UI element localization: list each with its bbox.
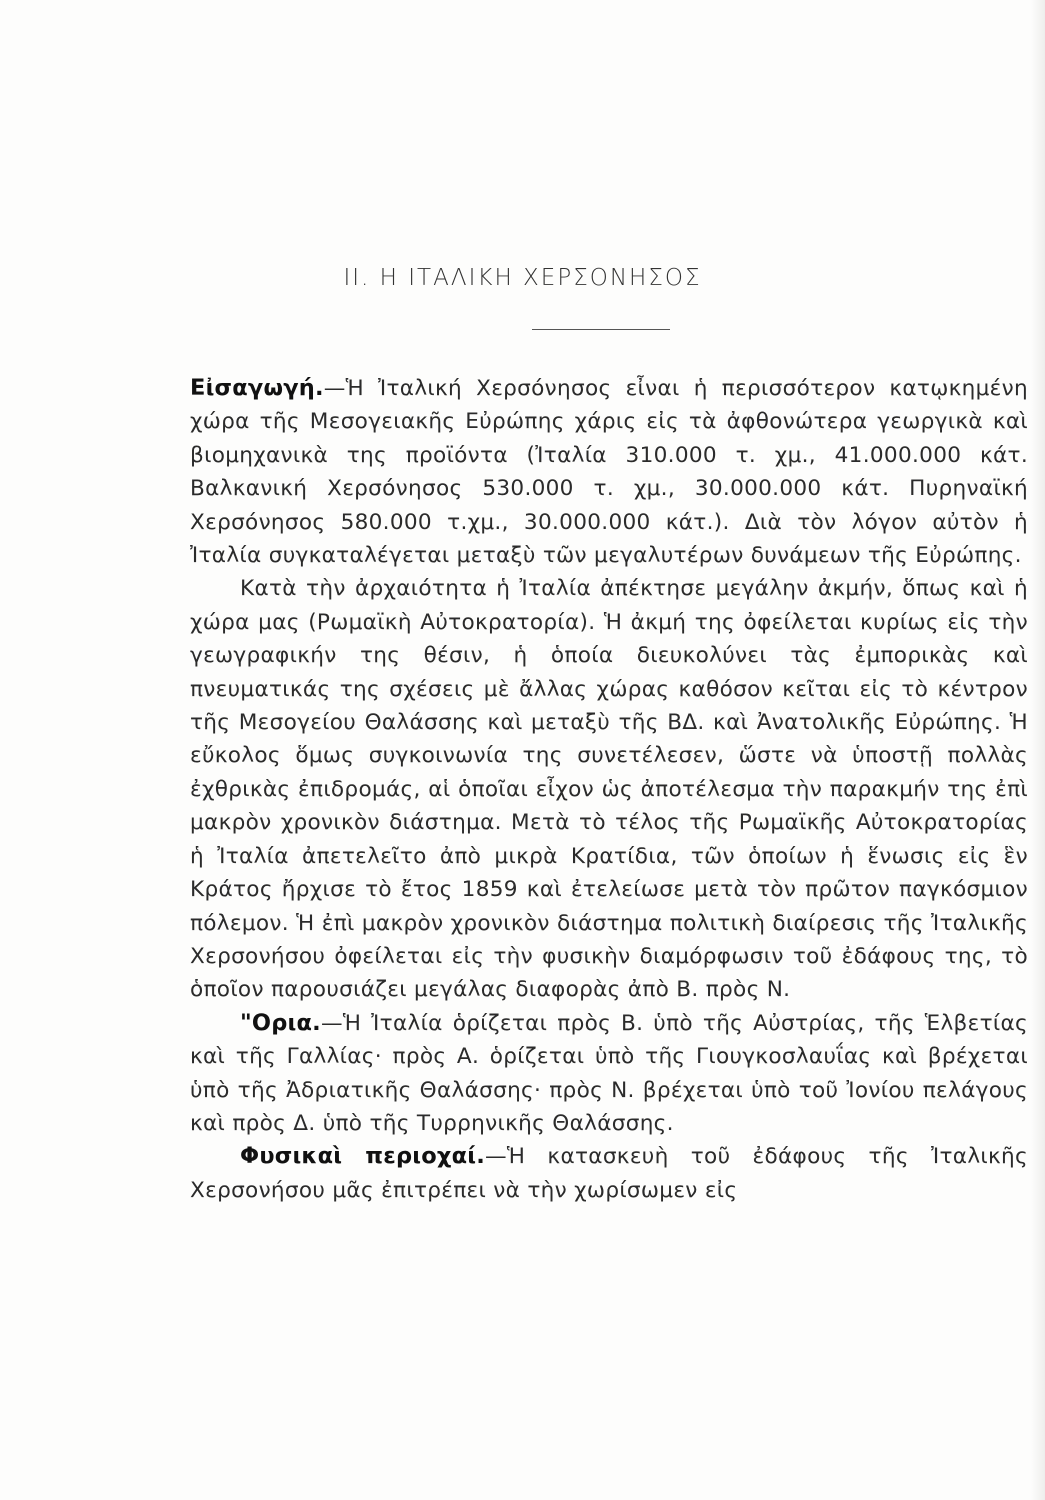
title-divider (532, 329, 670, 330)
paragraph-regions (190, 1140, 1028, 1207)
paragraph-history (190, 572, 1028, 1006)
regions-text: —Ἡ κατασκευὴ τοῦ ἐδάφους τῆς Ἰταλικῆς Χερσονήσου μᾶς ἐπιτρέπει νὰ τὴν χωρίσωμεν εἰς (190, 1144, 1028, 1203)
paragraph-borders (190, 1007, 1028, 1141)
borders-text: —Ἡ Ἰταλία ὁρίζεται πρὸς Β. ὑπὸ τῆς Αὐστρίας, τῆς Ἑλβετίας καὶ τῆς Γαλλίας· πρὸς Α. ὁρίζεται ὑπὸ τῆς Γιουγκοσλαυΐας καὶ βρέχεται ὑπὸ τῆς Ἀδριατικῆς Θαλάσσης· πρὸς Ν. βρέχεται ὑπὸ τοῦ Ἰονίου πελάγους καὶ πρὸς Δ. ὑπὸ τῆς Τυρρηνικῆς Θαλάσσης. (190, 1010, 1028, 1136)
body-text (190, 372, 1028, 1207)
heading-regions: Φυσικαὶ περιοχαί. (240, 1143, 486, 1170)
paragraph-intro (190, 372, 1028, 572)
heading-intro: Εἰσαγωγή. (190, 375, 324, 401)
history-text: Κατὰ τὴν ἀρχαιότητα ἡ Ἰταλία ἀπέκτησε μεγάλην ἀκμήν, ὅπως καὶ ἡ χώρα μας (Ρωμαϊκὴ Αὐτοκρατορία). Ἡ ἀκμή της ὀφείλεται κυρίως εἰς τὴν γεωγραφικήν της θέσιν, ἡ ὁποία διευκολύνει τὰς ἐμπορικὰς καὶ πνευματικάς της σχέσεις μὲ ἄλλας χώρας καθόσον κεῖται εἰς τὸ κέντρον τῆς Μεσογείου Θαλάσσης καὶ μεταξὺ τῆς ΒΔ. καὶ Ἀνατολικῆς Εὐρώπης. Ἡ εὔκολος ὅμως συγκοινωνία της συνετέλεσεν, ὥστε νὰ ὑποστῇ πολλὰς ἐχθρικὰς ἐπιδρομάς, αἱ ὁποῖαι εἶχον ὡς ἀποτέλεσμα τὴν παρακμήν της ἐπὶ μακρὸν χρονικὸν διάστημα. Μετὰ τὸ τέλος τῆς Ρωμαϊκῆς Αὐτοκρατορίας ἡ Ἰταλία ἀπετελεῖτο ἀπὸ μικρὰ Κρατίδια, τῶν ὁποίων ἡ ἕνωσις εἰς ἓν Κράτος ἤρχισε τὸ ἔτος 1859 καὶ ἐτελείωσε μετὰ τὸν πρῶτον παγκόσμιον πόλεμον. Ἡ ἐπὶ μακρὸν χρονικὸν διάστημα πολιτικὴ διαίρεσις τῆς Ἰταλικῆς Χερσονήσου ὀφείλεται εἰς τὴν φυσικὴν διαμόρφωσιν τοῦ ἐδάφους της, τὸ ὁποῖον παρουσιάζει μεγάλας διαφορὰς ἀπὸ Β. πρὸς Ν. (190, 576, 1028, 1003)
page-edge-shadow (1031, 0, 1045, 1500)
heading-borders: "Ορια. (240, 1009, 321, 1036)
intro-text: —Ἡ Ἰταλική Χερσόνησος εἶναι ἡ περισσότερον κατῳκημένη χώρα τῆς Μεσογειακῆς Εὐρώπης χάρις εἰς τὰ ἀφθονώτερα γεωργικὰ καὶ βιομηχανικὰ της προϊόντα (Ἰταλία 310.000 τ. χμ., 41.000.000 κάτ. Βαλκανική Χερσόνησος 530.000 τ. χμ., 30.000.000 κάτ. Πυρηναϊκή Χερσόνησος 580.000 τ.χμ., 30.000.000 κάτ.). Διὰ τὸν λόγον αὐτὸν ἡ Ἰταλία συγκαταλέγεται μεταξὺ τῶν μεγαλυτέρων δυνάμεων τῆς Εὐρώπης. (190, 376, 1028, 569)
chapter-title: ΙΙ. Η ΙΤΑΛΙΚΗ ΧΕΡΣΟΝΗΣΟΣ (343, 265, 702, 291)
